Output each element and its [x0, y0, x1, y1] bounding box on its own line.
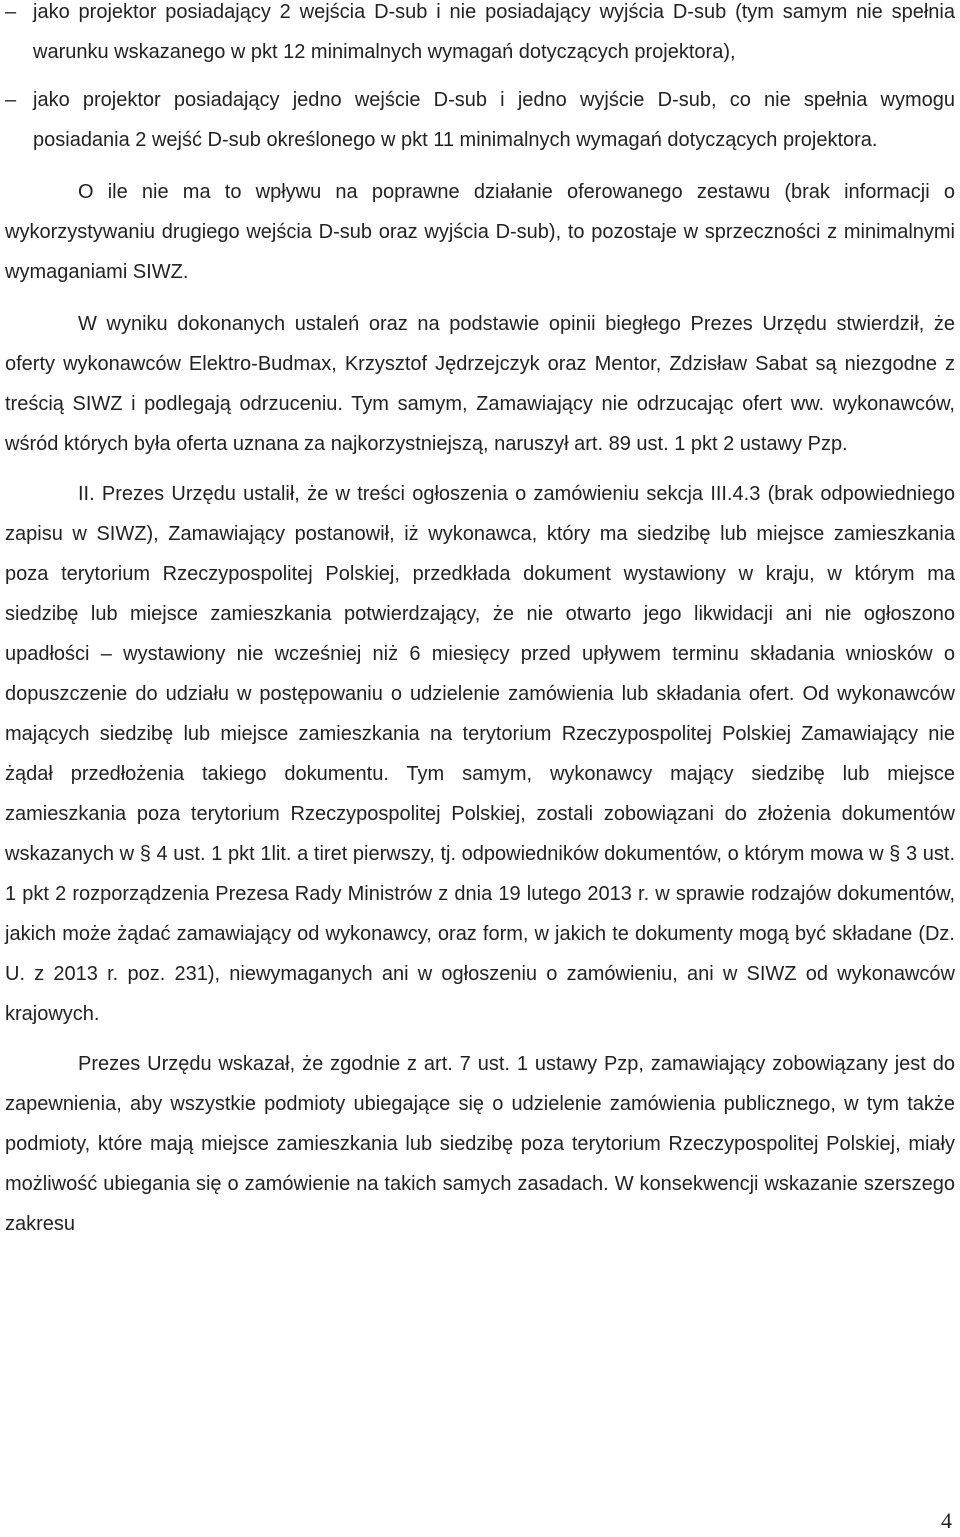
document-page: [5, 0, 955, 1244]
bullet-item: [5, 0, 955, 72]
page-number: 4: [941, 1508, 952, 1533]
bullet-text: jako projektor posiadający 2 wejścia D-sub i nie posiadający wyjścia D-sub (tym samym nie spełnia warunku wskazanego w pkt 12 minimalnych wymagań dotyczących projektora),: [33, 1, 955, 63]
paragraph: W wyniku dokonanych ustaleń oraz na podstawie opinii biegłego Prezes Urzędu stwierdził, że oferty wykonawców Elektro-Budmax, Krzysztof Jędrzejczyk oraz Mentor, Zdzisław Sabat są niezgodne z treścią SIWZ i podlegają odrzuceniu. Tym samym, Zamawiający nie odrzucając ofert ww. wykonawców, wśród których była oferta uznana za najkorzystniejszą, naruszył art. 89 ust. 1 pkt 2 ustawy Pzp.: [5, 313, 955, 455]
paragraph: O ile nie ma to wpływu na poprawne działanie oferowanego zestawu (brak informacji o wykorzystywaniu drugiego wejścia D-sub oraz wyjścia D-sub), to pozostaje w sprzeczności z minimalnymi wymaganiami SIWZ.: [5, 181, 955, 283]
bullet-text: jako projektor posiadający jedno wejście D-sub i jedno wyjście D-sub, co nie spełnia wymogu posiadania 2 wejść D-sub określonego w pkt 11 minimalnych wymagań dotyczących projektora.: [33, 89, 955, 151]
dash-bullet: –: [5, 89, 17, 111]
bullet-item: [5, 80, 955, 160]
paragraph: Prezes Urzędu wskazał, że zgodnie z art. 7 ust. 1 ustawy Pzp, zamawiający zobowiązany jest do zapewnienia, aby wszystkie podmioty ubiegające się o udzielenie zamówienia publicznego, w tym także podmioty, które mają miejsce zamieszkania lub siedzibę poza terytorium Rzeczypospolitej Polskiej, miały możliwość ubiegania się o zamówienie na takich samych zasadach. W konsekwencji wskazanie szerszego zakresu: [5, 1053, 955, 1235]
dash-bullet: –: [5, 1, 17, 23]
paragraph: II. Prezes Urzędu ustalił, że w treści ogłoszenia o zamówieniu sekcja III.4.3 (brak odpowiedniego zapisu w SIWZ), Zamawiający postanowił, iż wykonawca, który ma siedzibę lub miejsce zamieszkania poza terytorium Rzeczypospolitej Polskiej, przedkłada dokument wystawiony w kraju, w którym ma siedzibę lub miejsce zamieszkania potwierdzający, że nie otwarto jego likwidacji ani nie ogłoszono upadłości – wystawiony nie wcześniej niż 6 miesięcy przed upływem terminu składania wniosków o dopuszczenie do udziału w postępowaniu o udzielenie zamówienia lub składania ofert. Od wykonawców mających siedzibę lub miejsce zamieszkania na terytorium Rzeczypospolitej Polskiej Zamawiający nie żądał przedłożenia takiego dokumentu. Tym samym, wykonawcy mający siedzibę lub miejsce zamieszkania poza terytorium Rzeczypospolitej Polskiej, zostali zobowiązani do złożenia dokumentów wskazanych w § 4 ust. 1 pkt 1lit. a tiret pierwszy, tj. odpowiedników dokumentów, o którym mowa w § 3 ust. 1 pkt 2 rozporządzenia Prezesa Rady Ministrów z dnia 19 lutego 2013 r. w sprawie rodzajów dokumentów, jakich może żądać zamawiający od wykonawcy, oraz form, w jakich te dokumenty mogą być składane (Dz. U. z 2013 r. poz. 231), niewymaganych ani w ogłoszeniu o zamówieniu, ani w SIWZ od wykonawców krajowych.: [5, 483, 955, 1025]
